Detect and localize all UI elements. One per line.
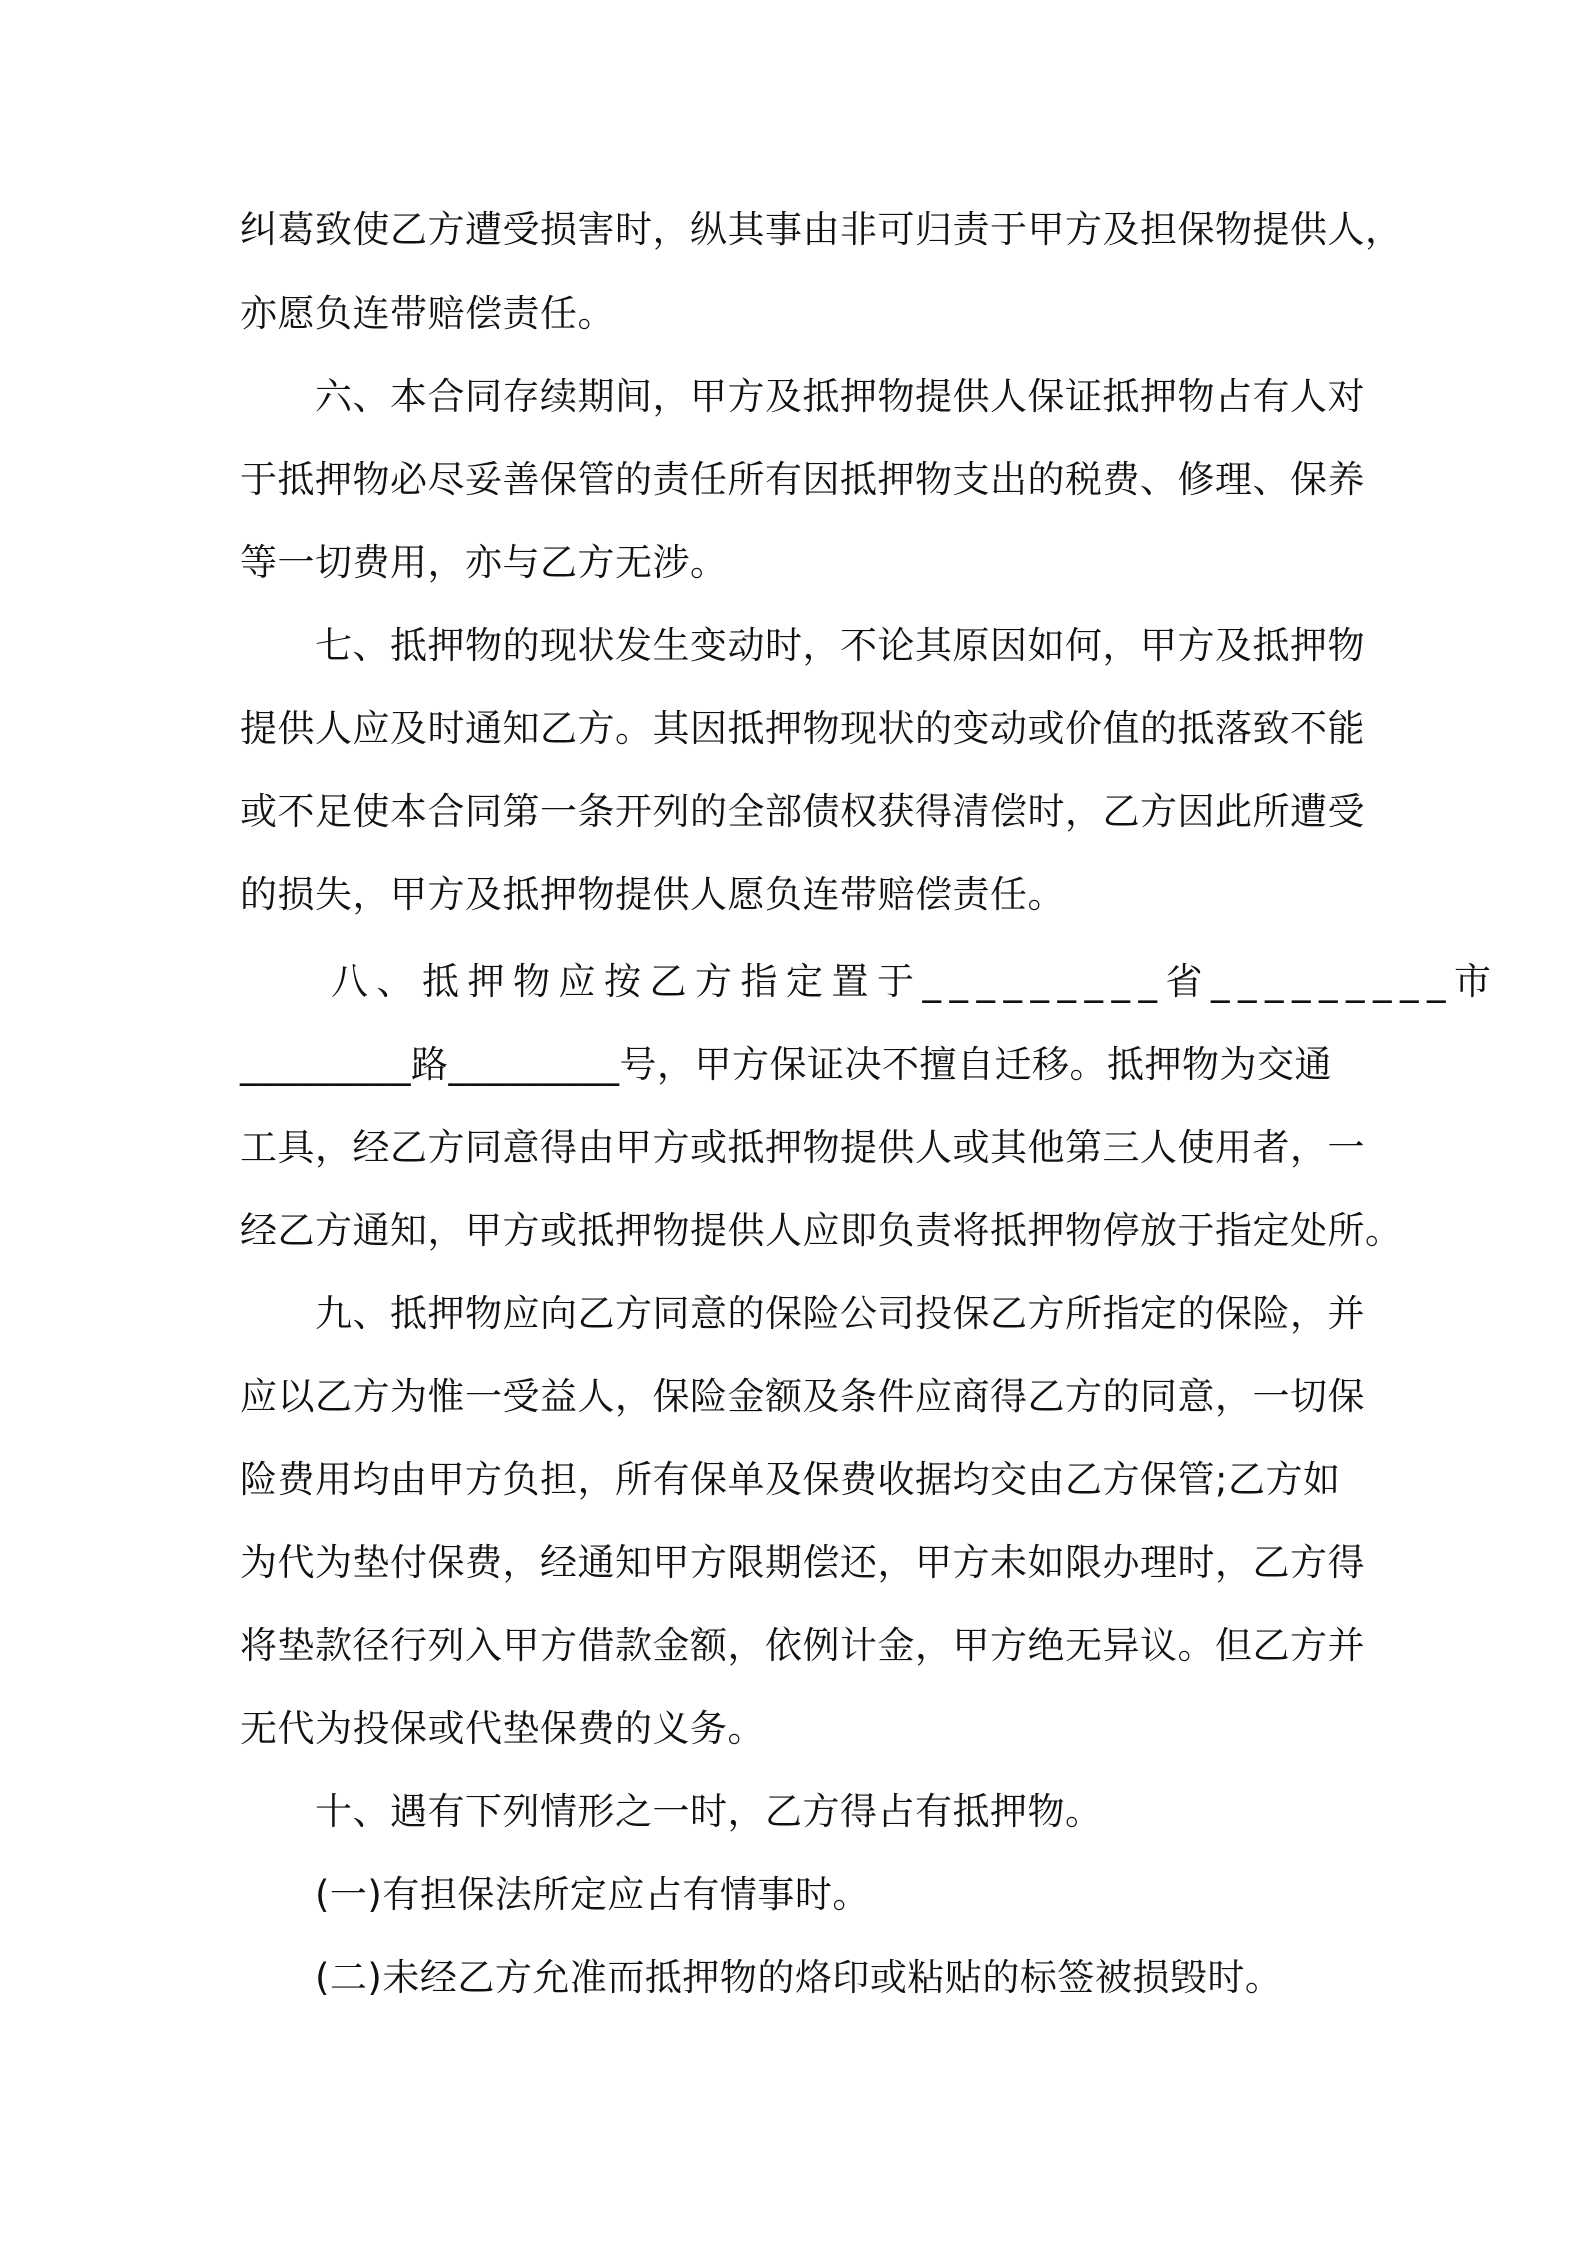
text-line: 或不足使本合同第一条开列的全部债权获得清偿时，乙方因此所遭受	[240, 790, 1365, 833]
text-line: 七、抵押物的现状发生变动时，不论其原因如何，甲方及抵押物	[240, 624, 1365, 667]
text-line: 等一切费用，亦与乙方无涉。	[240, 541, 728, 584]
text-line: 无代为投保或代垫保费的义务。	[240, 1707, 765, 1750]
text-line: 将垫款径行列入甲方借款金额，依例计金，甲方绝无异议。但乙方并	[240, 1624, 1365, 1667]
text-line: _________路_________号，甲方保证决不擅自迁移。抵押物为交通	[240, 1043, 1332, 1086]
text-line: 为代为垫付保费，经通知甲方限期偿还，甲方未如限办理时，乙方得	[240, 1541, 1365, 1584]
text-line: (二)未经乙方允准而抵押物的烙印或粘贴的标签被损毁时。	[240, 1956, 1283, 1999]
text-line: 八、抵押物应按乙方指定置于_________省_________市	[240, 960, 1500, 1003]
text-line: 提供人应及时通知乙方。其因抵押物现状的变动或价值的抵落致不能	[240, 707, 1365, 750]
text-line: 工具，经乙方同意得由甲方或抵押物提供人或其他第三人使用者，一	[240, 1126, 1365, 1169]
text-line: 险费用均由甲方负担，所有保单及保费收据均交由乙方保管;乙方如	[240, 1458, 1341, 1501]
text-line: 亦愿负连带赔偿责任。	[240, 292, 615, 335]
text-line: (一)有担保法所定应占有情事时。	[240, 1873, 870, 1916]
text-line: 六、本合同存续期间，甲方及抵押物提供人保证抵押物占有人对	[240, 375, 1365, 418]
text-line: 九、抵押物应向乙方同意的保险公司投保乙方所指定的保险，并	[240, 1292, 1365, 1335]
text-line: 应以乙方为惟一受益人，保险金额及条件应商得乙方的同意，一切保	[240, 1375, 1365, 1418]
text-line: 的损失，甲方及抵押物提供人愿负连带赔偿责任。	[240, 873, 1065, 916]
text-line: 纠葛致使乙方遭受损害时，纵其事由非可归责于甲方及担保物提供人，	[240, 208, 1403, 251]
text-line: 经乙方通知，甲方或抵押物提供人应即负责将抵押物停放于指定处所。	[240, 1209, 1403, 1252]
text-line: 于抵押物必尽妥善保管的责任所有因抵押物支出的税费、修理、保养	[240, 458, 1365, 501]
text-line: 十、遇有下列情形之一时，乙方得占有抵押物。	[240, 1790, 1103, 1833]
